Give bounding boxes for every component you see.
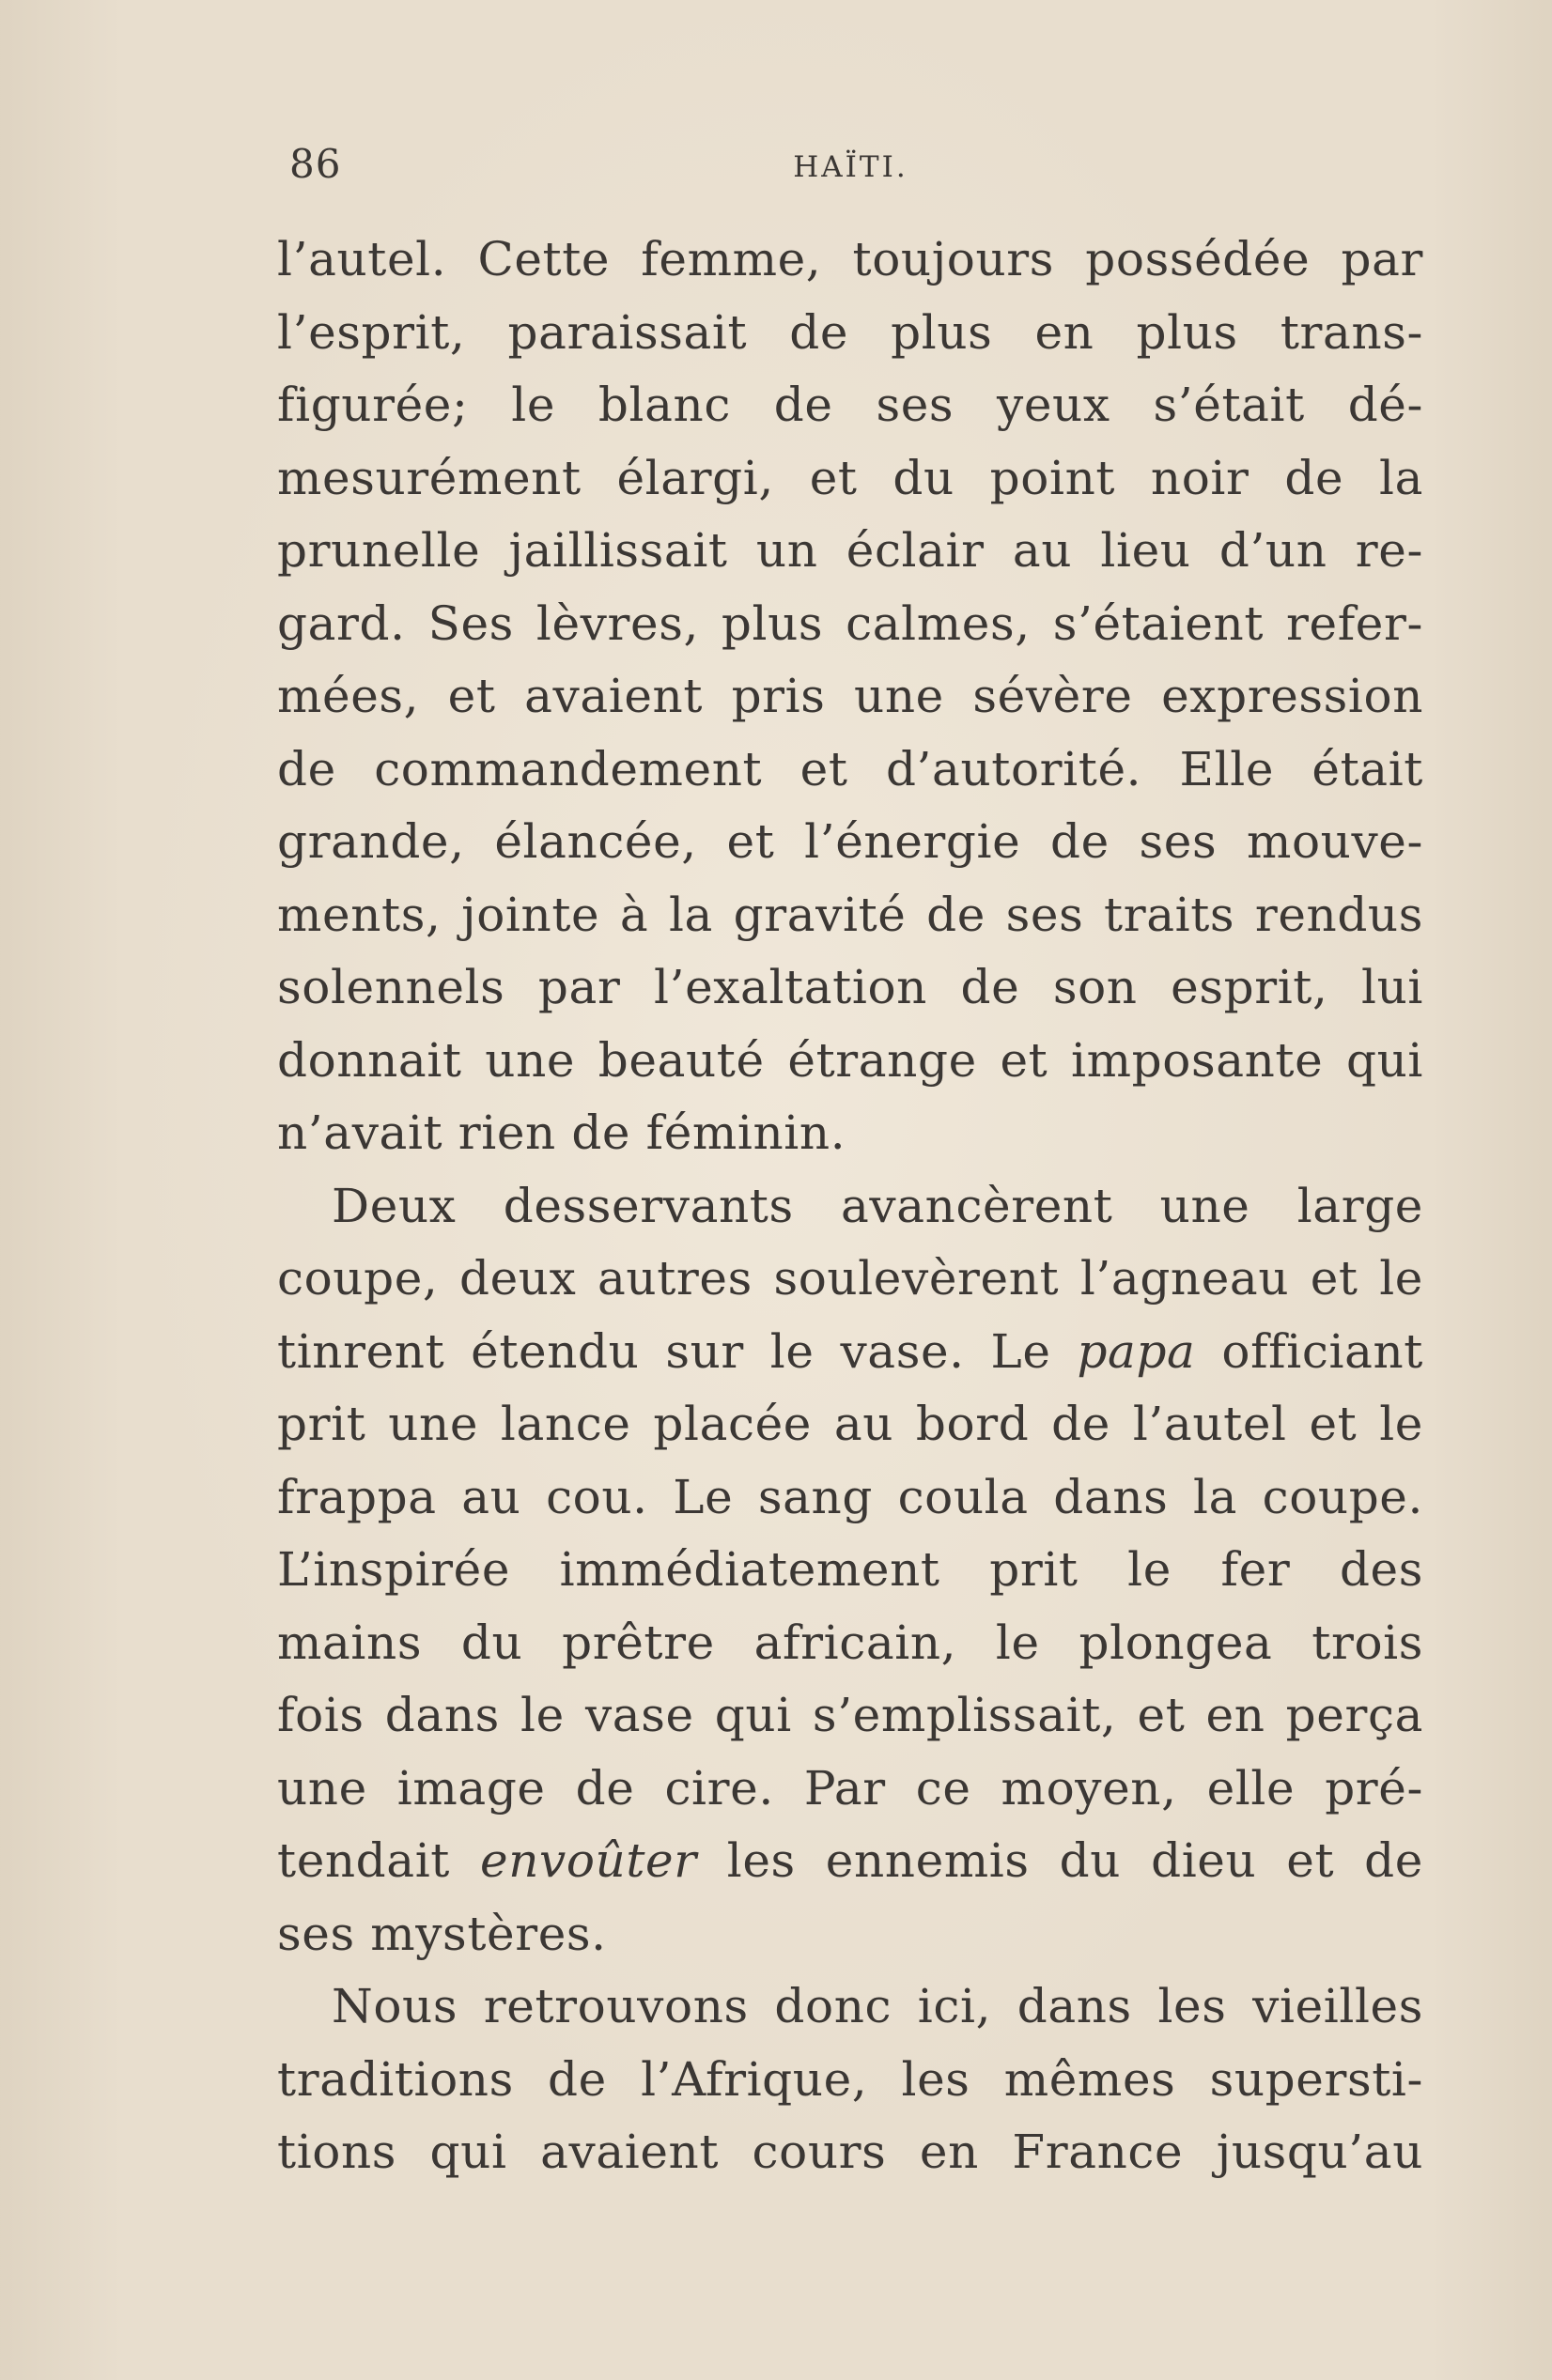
text-line: gard. Ses lèvres, plus calmes, s’étaient refer- bbox=[277, 595, 1423, 651]
text-line: tions qui avaient cours en France jusqu’au bbox=[277, 2125, 1423, 2179]
text-segment: officiant bbox=[1195, 1323, 1423, 1379]
italic-word: papa bbox=[1077, 1323, 1196, 1379]
page-header bbox=[280, 141, 1421, 197]
text-line: solennels par l’exaltation de son esprit, lui bbox=[277, 960, 1423, 1014]
text-line: traditions de l’Afrique, les mêmes supersti- bbox=[277, 2051, 1423, 2107]
text-line: grande, élancée, et l’énergie de ses mouve- bbox=[277, 814, 1423, 869]
running-head: HAÏTI. bbox=[793, 150, 908, 184]
text-line: mains du prêtre africain, le plongea trois bbox=[277, 1615, 1423, 1670]
text-line: n’avait rien de féminin. bbox=[277, 1105, 846, 1160]
text-line: prit une lance placée au bord de l’autel et le bbox=[277, 1397, 1423, 1451]
text-line: Nous retrouvons donc ici, dans les vieilles bbox=[332, 1979, 1423, 2033]
text-line: de commandement et d’autorité. Elle était bbox=[277, 741, 1423, 796]
text-line: ses mystères. bbox=[277, 1906, 607, 1961]
italic-word: envoûter bbox=[480, 1833, 697, 1888]
text-line: donnait une beauté étrange et imposante qui bbox=[277, 1032, 1423, 1088]
text-line: mesurément élargi, et du point noir de la bbox=[277, 450, 1423, 505]
text-line: frappa au cou. Le sang coula dans la coupe. bbox=[277, 1469, 1423, 1524]
body-text bbox=[277, 224, 1423, 2189]
text-segment: tinrent étendu sur le vase. Le bbox=[277, 1323, 1078, 1379]
text-line: prunelle jaillissait un éclair au lieu d’un re- bbox=[277, 523, 1423, 578]
text-line: une image de cire. Par ce moyen, elle pré- bbox=[277, 1760, 1423, 1816]
text-segment: tendait bbox=[277, 1833, 480, 1888]
text-segment: les ennemis du dieu et de bbox=[696, 1833, 1423, 1888]
text-line: l’autel. Cette femme, toujours possédée par bbox=[277, 232, 1423, 286]
text-line-mixed bbox=[277, 1316, 1423, 1389]
text-line: fois dans le vase qui s’emplissait, et en perça bbox=[277, 1688, 1423, 1742]
text-line: coupe, deux autres soulevèrent l’agneau et le bbox=[277, 1251, 1423, 1306]
text-line: L’inspirée immédiatement prit le fer des bbox=[277, 1542, 1423, 1597]
page-number: 86 bbox=[289, 141, 342, 187]
text-line: figurée; le blanc de ses yeux s’était dé- bbox=[277, 378, 1423, 432]
text-line: l’esprit, paraissait de plus en plus trans- bbox=[277, 304, 1423, 360]
text-line: ments, jointe à la gravité de ses traits rendus bbox=[277, 887, 1423, 942]
text-line: Deux desservants avancèrent une large bbox=[332, 1178, 1423, 1233]
text-line: mées, et avaient pris une sévère expression bbox=[277, 669, 1423, 723]
text-line-mixed bbox=[277, 1825, 1423, 1898]
